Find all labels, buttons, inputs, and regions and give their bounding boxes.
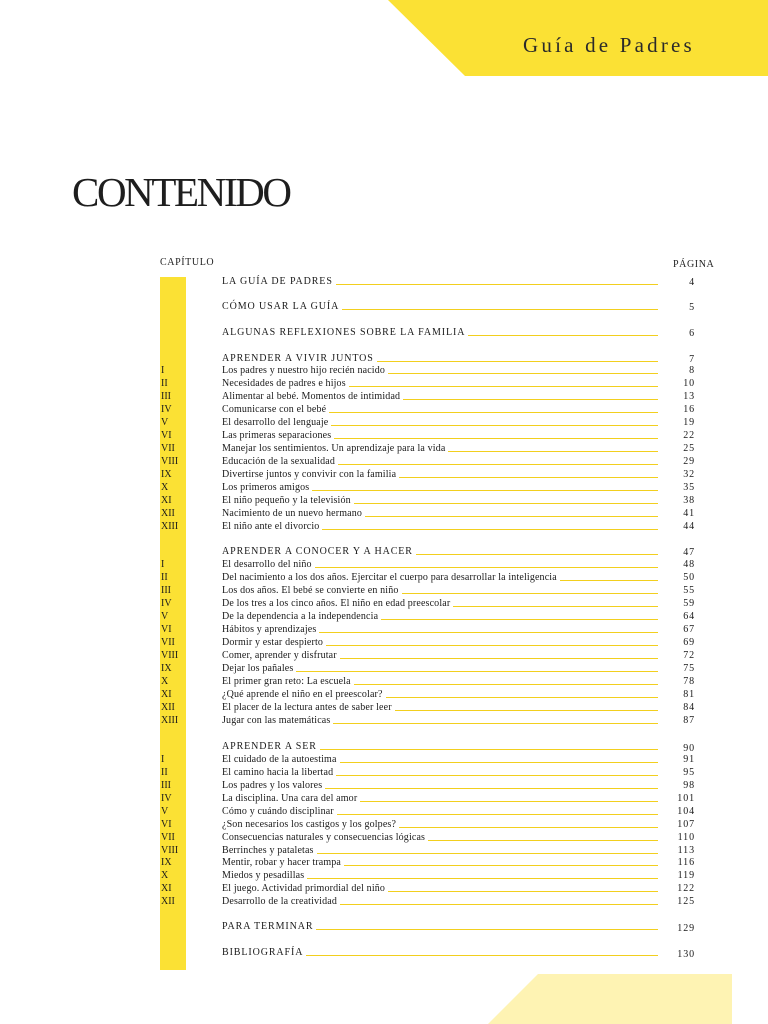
page-number: 67 xyxy=(683,624,695,635)
chapter-number: XI xyxy=(161,883,172,894)
toc-leader xyxy=(222,715,658,727)
toc-row xyxy=(0,921,768,933)
page-number: 55 xyxy=(683,585,695,596)
page-number: 119 xyxy=(677,870,695,881)
leader-line xyxy=(336,284,658,286)
toc-leader xyxy=(222,702,658,714)
leader-line xyxy=(296,671,658,672)
toc-title: BIBLIOGRAFÍA xyxy=(222,947,304,958)
leader-line xyxy=(388,891,658,892)
page-number: 41 xyxy=(683,508,695,519)
chapter-number: XIII xyxy=(161,715,179,726)
chapter-number: VI xyxy=(161,624,172,635)
page-number: 29 xyxy=(683,456,695,467)
toc-title: ALGUNAS REFLEXIONES SOBRE LA FAMILIA xyxy=(222,327,466,338)
chapter-number: II xyxy=(161,767,168,778)
toc-leader xyxy=(222,650,658,662)
toc-row xyxy=(0,404,768,416)
toc-row xyxy=(0,780,768,792)
chapter-number: IX xyxy=(161,663,172,674)
leader-line xyxy=(342,309,658,311)
toc-title: Miedos y pesadillas xyxy=(222,870,305,881)
chapter-number: XI xyxy=(161,495,172,506)
toc-leader xyxy=(222,947,658,959)
chapter-number: X xyxy=(161,870,169,881)
toc-title: APRENDER A SER xyxy=(222,741,317,752)
toc-leader xyxy=(222,495,658,507)
leader-line xyxy=(395,710,658,711)
chapter-number: IX xyxy=(161,857,172,868)
page-number: 113 xyxy=(677,845,695,856)
toc-leader xyxy=(222,508,658,520)
chapter-number: VII xyxy=(161,637,175,648)
toc-title: El niño ante el divorcio xyxy=(222,521,320,532)
toc-leader xyxy=(222,780,658,792)
page-number: 10 xyxy=(683,378,695,389)
chapter-number: II xyxy=(161,572,168,583)
toc-leader xyxy=(222,417,658,429)
toc-leader xyxy=(222,624,658,636)
page-number: 130 xyxy=(677,949,695,960)
chapter-number: X xyxy=(161,482,169,493)
toc-leader xyxy=(222,404,658,416)
page-number: 6 xyxy=(689,328,695,339)
leader-line xyxy=(402,593,658,594)
chapter-number: VI xyxy=(161,819,172,830)
toc-row xyxy=(0,676,768,688)
toc-row xyxy=(0,417,768,429)
toc-title: De los tres a los cinco años. El niño en edad preescolar xyxy=(222,598,451,609)
toc-row xyxy=(0,624,768,636)
page-number: 129 xyxy=(677,923,695,934)
page-number: 87 xyxy=(683,715,695,726)
toc-leader xyxy=(222,546,658,558)
page-number: 110 xyxy=(677,832,695,843)
leader-line xyxy=(319,632,658,633)
leader-line xyxy=(331,425,658,426)
page-number: 44 xyxy=(683,521,695,532)
leader-line xyxy=(365,516,658,517)
toc-row xyxy=(0,585,768,597)
chapter-number: XI xyxy=(161,689,172,700)
toc-leader xyxy=(222,896,658,908)
chapter-number: V xyxy=(161,611,169,622)
toc-leader xyxy=(222,276,658,288)
chapter-number: XII xyxy=(161,896,175,907)
toc-leader xyxy=(222,870,658,882)
toc-row xyxy=(0,598,768,610)
leader-line xyxy=(399,827,658,828)
toc-leader xyxy=(222,365,658,377)
page-number: 59 xyxy=(683,598,695,609)
page-number: 125 xyxy=(677,896,695,907)
leader-line xyxy=(354,684,658,685)
toc-title: APRENDER A CONOCER Y A HACER xyxy=(222,546,413,557)
leader-line xyxy=(307,878,658,879)
leader-line xyxy=(468,335,658,337)
page-number: 69 xyxy=(683,637,695,648)
toc-leader xyxy=(222,443,658,455)
toc-title: Dormir y estar despierto xyxy=(222,637,324,648)
toc-row xyxy=(0,378,768,390)
page-number: 95 xyxy=(683,767,695,778)
page-number: 48 xyxy=(683,559,695,570)
page-number: 75 xyxy=(683,663,695,674)
leader-line xyxy=(416,554,658,556)
toc-row xyxy=(0,521,768,533)
toc-row xyxy=(0,793,768,805)
toc-row xyxy=(0,650,768,662)
chapter-number: X xyxy=(161,676,169,687)
leader-line xyxy=(448,451,658,452)
leader-line xyxy=(381,619,658,620)
chapter-number: V xyxy=(161,417,169,428)
chapter-number: VII xyxy=(161,443,175,454)
toc-leader xyxy=(222,689,658,701)
leader-line xyxy=(312,490,658,491)
toc-leader xyxy=(222,327,658,339)
toc-title: Cómo y cuándo disciplinar xyxy=(222,806,334,817)
chapter-number: VI xyxy=(161,430,172,441)
leader-line xyxy=(325,788,658,789)
leader-line xyxy=(333,723,658,724)
leader-line xyxy=(315,567,658,568)
page-number: 122 xyxy=(677,883,695,894)
chapter-number: I xyxy=(161,754,165,765)
toc-leader xyxy=(222,767,658,779)
chapter-number: III xyxy=(161,585,171,596)
toc-row xyxy=(0,443,768,455)
leader-line xyxy=(340,904,658,905)
page-number: 78 xyxy=(683,676,695,687)
chapter-number: V xyxy=(161,806,169,817)
toc-title: Comunicarse con el bebé xyxy=(222,404,327,415)
leader-line xyxy=(340,762,658,763)
page-number: 104 xyxy=(677,806,695,817)
toc-leader xyxy=(222,572,658,584)
toc-title: CÓMO USAR LA GUÍA xyxy=(222,301,340,312)
toc-leader xyxy=(222,857,658,869)
leader-line xyxy=(320,749,658,751)
toc-title: Los padres y los valores xyxy=(222,780,323,791)
page-number: 50 xyxy=(683,572,695,583)
leader-line xyxy=(322,529,658,530)
footer-band xyxy=(0,974,768,1024)
toc-title: Del nacimiento a los dos años. Ejercitar el cuerpo para desarrollar la inteligencia xyxy=(222,572,557,583)
toc-leader xyxy=(222,637,658,649)
toc-row xyxy=(0,572,768,584)
page-column-header: PÁGINA xyxy=(673,259,715,270)
toc-title: ¿Son necesarios los castigos y los golpes? xyxy=(222,819,397,830)
page-number: 13 xyxy=(683,391,695,402)
toc-title: Mentir, robar y hacer trampa xyxy=(222,857,342,868)
leader-line xyxy=(344,865,658,866)
page-number: 38 xyxy=(683,495,695,506)
toc-leader xyxy=(222,832,658,844)
leader-line xyxy=(388,373,658,374)
chapter-number: IV xyxy=(161,598,172,609)
toc-title: Hábitos y aprendizajes xyxy=(222,624,317,635)
toc-leader xyxy=(222,559,658,571)
chapter-number: II xyxy=(161,378,168,389)
chapter-number: I xyxy=(161,365,165,376)
toc-row xyxy=(0,637,768,649)
chapter-number: IV xyxy=(161,404,172,415)
chapter-number: VIII xyxy=(161,845,179,856)
toc-leader xyxy=(222,430,658,442)
page-number: 107 xyxy=(677,819,695,830)
toc-row xyxy=(0,301,768,313)
toc-title: Comer, aprender y disfrutar xyxy=(222,650,337,661)
toc-leader xyxy=(222,353,658,365)
page-number: 101 xyxy=(677,793,695,804)
leader-line xyxy=(337,814,658,815)
toc-row xyxy=(0,469,768,481)
leader-line xyxy=(326,645,658,646)
toc-row xyxy=(0,702,768,714)
chapter-number: IV xyxy=(161,793,172,804)
leader-line xyxy=(453,606,658,607)
toc-title: Consecuencias naturales y consecuencias lógicas xyxy=(222,832,426,843)
toc-row xyxy=(0,896,768,908)
toc-title: Alimentar al bebé. Momentos de intimidad xyxy=(222,391,401,402)
toc-row xyxy=(0,947,768,959)
chapter-number: XII xyxy=(161,702,175,713)
toc-title: El desarrollo del niño xyxy=(222,559,312,570)
toc-leader xyxy=(222,663,658,675)
toc-title: Manejar los sentimientos. Un aprendizaje para la vida xyxy=(222,443,446,454)
page-number: 4 xyxy=(689,277,695,288)
page-number: 84 xyxy=(683,702,695,713)
leader-line xyxy=(338,464,658,465)
toc-row xyxy=(0,767,768,779)
toc-leader xyxy=(222,845,658,857)
leader-line xyxy=(316,929,658,931)
toc-row xyxy=(0,508,768,520)
toc-title: APRENDER A VIVIR JUNTOS xyxy=(222,353,374,364)
toc-title: Educación de la sexualidad xyxy=(222,456,336,467)
toc-title: Los padres y nuestro hijo recién nacido xyxy=(222,365,386,376)
toc-title: El niño pequeño y la televisión xyxy=(222,495,351,506)
page-number: 116 xyxy=(677,857,695,868)
toc-row xyxy=(0,546,768,558)
toc-leader xyxy=(222,611,658,623)
toc-row xyxy=(0,845,768,857)
leader-line xyxy=(306,955,658,957)
toc-leader xyxy=(222,921,658,933)
toc-leader xyxy=(222,883,658,895)
leader-line xyxy=(340,658,658,659)
toc-title: Divertirse juntos y convivir con la familia xyxy=(222,469,397,480)
leader-line xyxy=(317,853,658,854)
page-number: 5 xyxy=(689,302,695,313)
leader-line xyxy=(403,399,658,400)
toc-row xyxy=(0,391,768,403)
toc-leader xyxy=(222,585,658,597)
toc-row xyxy=(0,819,768,831)
toc-row xyxy=(0,276,768,288)
leader-line xyxy=(354,503,658,504)
toc-leader xyxy=(222,521,658,533)
page-number: 16 xyxy=(683,404,695,415)
toc-row xyxy=(0,327,768,339)
chapter-number: IX xyxy=(161,469,172,480)
toc-leader xyxy=(222,754,658,766)
toc-leader xyxy=(222,391,658,403)
chapter-number: VII xyxy=(161,832,175,843)
toc-row xyxy=(0,806,768,818)
page-number: 25 xyxy=(683,443,695,454)
toc-title: Los dos años. El bebé se convierte en niño xyxy=(222,585,399,596)
page-number: 98 xyxy=(683,780,695,791)
page-number: 19 xyxy=(683,417,695,428)
toc-row xyxy=(0,482,768,494)
toc-leader xyxy=(222,456,658,468)
toc-row xyxy=(0,559,768,571)
toc-title: Los primeros amigos xyxy=(222,482,310,493)
toc-title: Jugar con las matemáticas xyxy=(222,715,331,726)
toc-title: El desarrollo del lenguaje xyxy=(222,417,329,428)
leader-line xyxy=(334,438,658,439)
toc-leader xyxy=(222,819,658,831)
toc-title: De la dependencia a la independencia xyxy=(222,611,379,622)
toc-title: Desarrollo de la creatividad xyxy=(222,896,337,907)
chapter-number: XII xyxy=(161,508,175,519)
toc-title: Necesidades de padres e hijos xyxy=(222,378,346,389)
toc-row xyxy=(0,353,768,365)
leader-line xyxy=(399,477,658,478)
leader-line xyxy=(386,697,658,698)
toc-leader xyxy=(222,676,658,688)
toc-title: El cuidado de la autoestima xyxy=(222,754,337,765)
toc-title: Nacimiento de un nuevo hermano xyxy=(222,508,363,519)
chapter-number: III xyxy=(161,780,171,791)
toc-row xyxy=(0,430,768,442)
toc-title: La disciplina. Una cara del amor xyxy=(222,793,358,804)
toc-title: Dejar los pañales xyxy=(222,663,294,674)
leader-line xyxy=(360,801,658,802)
chapter-number: III xyxy=(161,391,171,402)
leader-line xyxy=(349,386,658,387)
toc-row xyxy=(0,832,768,844)
toc-row xyxy=(0,754,768,766)
toc-row xyxy=(0,857,768,869)
toc-title: El primer gran reto: La escuela xyxy=(222,676,351,687)
page-number: 72 xyxy=(683,650,695,661)
chapter-number: VIII xyxy=(161,650,179,661)
leader-line xyxy=(336,775,658,776)
toc-row xyxy=(0,715,768,727)
toc-leader xyxy=(222,793,658,805)
toc-leader xyxy=(222,598,658,610)
toc-row xyxy=(0,495,768,507)
page-number: 35 xyxy=(683,482,695,493)
page-number: 8 xyxy=(689,365,695,376)
toc-row xyxy=(0,741,768,753)
toc-row xyxy=(0,611,768,623)
page-number: 64 xyxy=(683,611,695,622)
chapter-number: XIII xyxy=(161,521,179,532)
chapter-number: I xyxy=(161,559,165,570)
toc-title: El juego. Actividad primordial del niño xyxy=(222,883,386,894)
toc-title: Berrinches y pataletas xyxy=(222,845,314,856)
toc-row xyxy=(0,870,768,882)
toc-leader xyxy=(222,469,658,481)
page-number: 91 xyxy=(683,754,695,765)
leader-line xyxy=(428,840,658,841)
toc-row xyxy=(0,883,768,895)
page-number: 32 xyxy=(683,469,695,480)
toc-title: LA GUÍA DE PADRES xyxy=(222,276,333,287)
toc-row xyxy=(0,689,768,701)
toc-leader xyxy=(222,741,658,753)
page-number: 90 xyxy=(683,743,695,754)
toc-row xyxy=(0,456,768,468)
leader-line xyxy=(329,412,658,413)
toc-leader xyxy=(222,806,658,818)
toc-title: El placer de la lectura antes de saber leer xyxy=(222,702,392,713)
toc-leader xyxy=(222,301,658,313)
page-number: 47 xyxy=(683,547,695,558)
page-number: 81 xyxy=(683,689,695,700)
toc-title: Las primeras separaciones xyxy=(222,430,332,441)
toc-row xyxy=(0,663,768,675)
leader-line xyxy=(560,580,658,581)
chapter-number: VIII xyxy=(161,456,179,467)
toc-title: ¿Qué aprende el niño en el preescolar? xyxy=(222,689,383,700)
page-number: 7 xyxy=(689,354,695,365)
toc-row xyxy=(0,365,768,377)
chapter-column-header: CAPÍTULO xyxy=(160,257,215,268)
page-title: CONTENIDO xyxy=(72,169,290,215)
toc-leader xyxy=(222,482,658,494)
toc-title: PARA TERMINAR xyxy=(222,921,314,932)
header-title: Guía de Padres xyxy=(523,33,695,57)
page-number: 22 xyxy=(683,430,695,441)
leader-line xyxy=(377,361,658,363)
toc-leader xyxy=(222,378,658,390)
toc-title: El camino hacia la libertad xyxy=(222,767,334,778)
